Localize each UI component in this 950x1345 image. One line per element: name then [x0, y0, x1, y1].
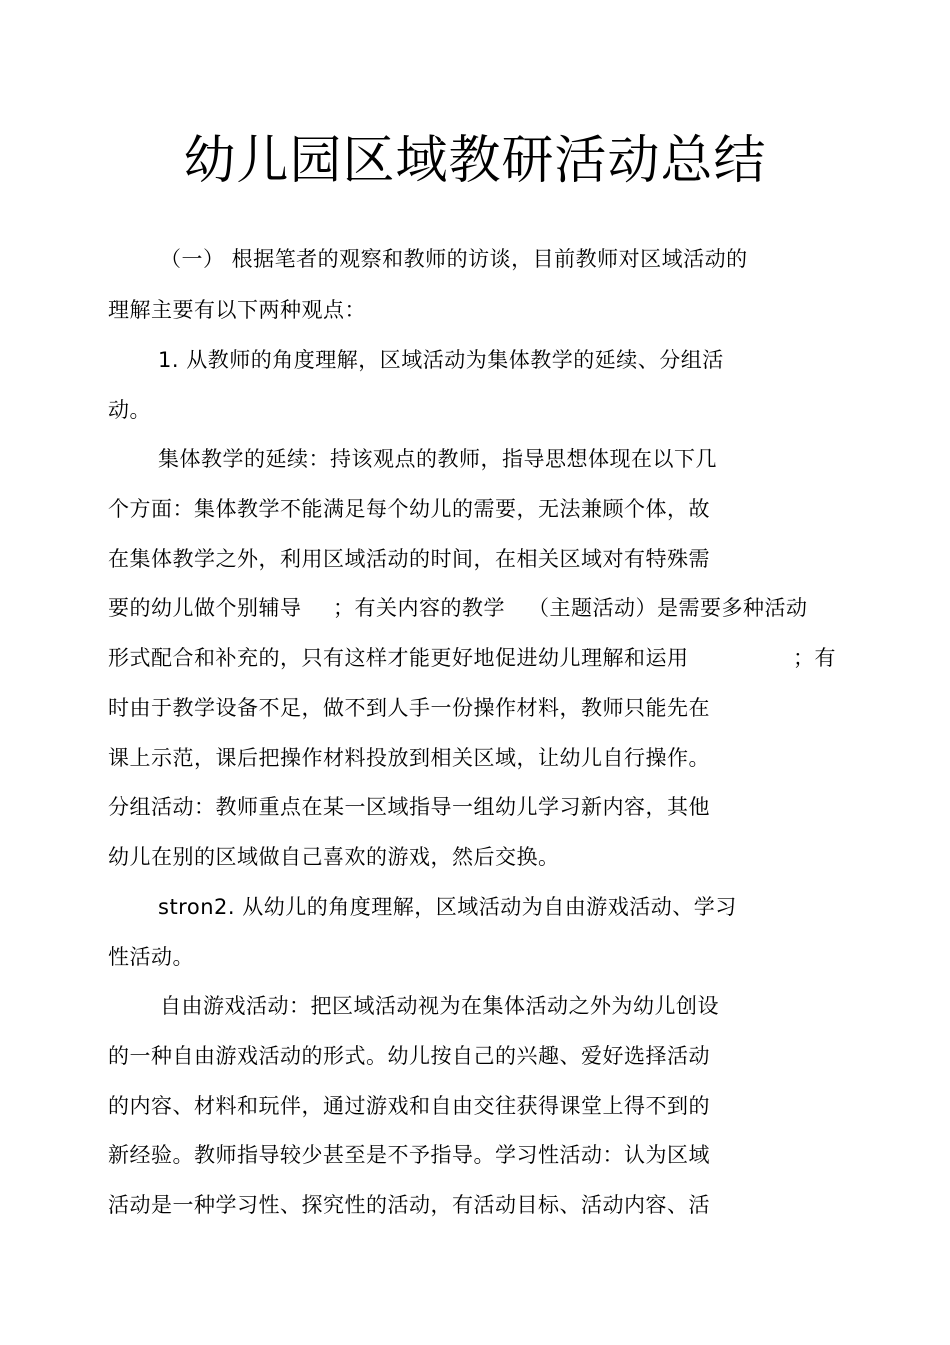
text-line: 形式配合和补充的，只有这样才能更好地促进幼儿理解和运用 — [108, 646, 689, 670]
text-line: 分组活动：教师重点在某一区域指导一组幼儿学习新内容，其他 — [108, 795, 710, 819]
text-line: 理解主要有以下两种观点： — [108, 298, 366, 322]
text-line: 要的幼儿做个别辅导 — [108, 596, 302, 620]
text-line: 的一种自由游戏活动的形式。幼儿按自己的兴趣、爱好选择活动 — [108, 1044, 710, 1068]
text-line: 时由于教学设备不足，做不到人手一份操作材料，教师只能先在 — [108, 696, 710, 720]
text-line: stron2. 从幼儿的角度理解，区域活动为自由游戏活动、学习 — [158, 895, 737, 919]
text-line: ；有关内容的教学 — [333, 596, 505, 620]
document-title: 幼儿园区域教研活动总结 — [183, 131, 767, 191]
text-line: 个方面：集体教学不能满足每个幼儿的需要，无法兼顾个体，故 — [108, 497, 710, 521]
text-line: 的内容、材料和玩伴，通过游戏和自由交往获得课堂上得不到的 — [108, 1094, 710, 1118]
text-line: （主题活动）是需要多种活动 — [528, 596, 808, 620]
text-line: 1. 从教师的角度理解，区域活动为集体教学的延续、分组活 — [158, 348, 724, 372]
text-line: ；有 — [793, 646, 836, 670]
text-line: 性活动。 — [108, 945, 194, 969]
text-line: 自由游戏活动：把区域活动视为在集体活动之外为幼儿创设 — [160, 994, 719, 1018]
text-line: 在集体教学之外，利用区域活动的时间，在相关区域对有特殊需 — [108, 547, 710, 571]
text-line: 动。 — [108, 398, 151, 422]
text-line: 新经验。教师指导较少甚至是不予指导。学习性活动：认为区域 — [108, 1143, 710, 1167]
text-line: 活动是一种学习性、探究性的活动，有活动目标、活动内容、活 — [108, 1193, 710, 1217]
text-line: 课上示范，课后把操作材料投放到相关区域，让幼儿自行操作。 — [108, 746, 710, 770]
text-line: 集体教学的延续：持该观点的教师，指导思想体现在以下几 — [158, 447, 717, 471]
text-line: （一） 根据笔者的观察和教师的访谈，目前教师对区域活动的 — [160, 247, 748, 271]
text-line: 幼儿在别的区域做自己喜欢的游戏，然后交换。 — [108, 845, 560, 869]
